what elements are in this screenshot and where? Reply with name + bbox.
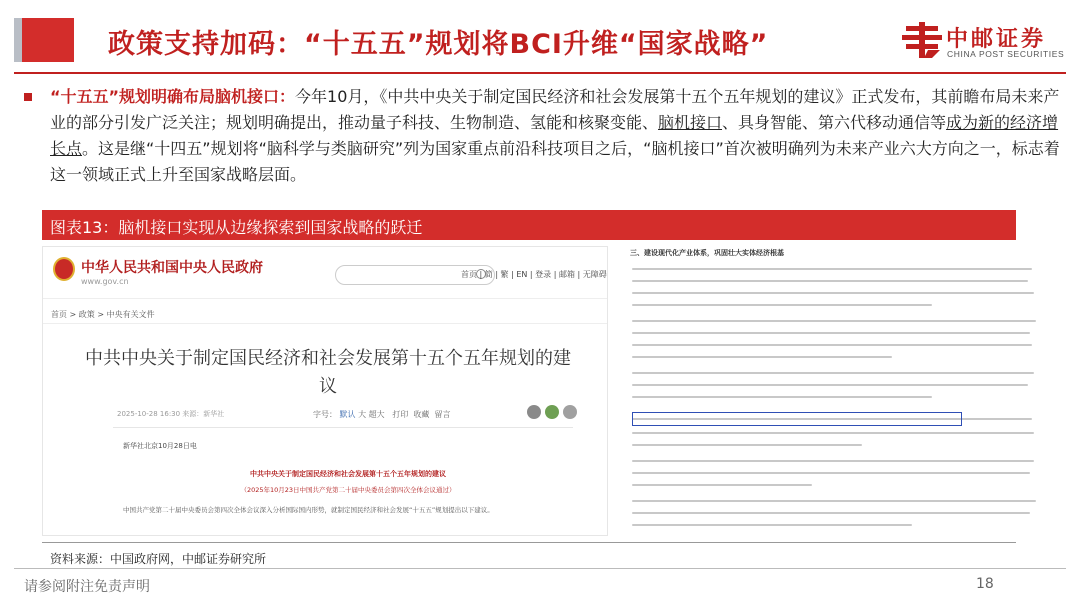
document-divider	[113, 427, 573, 428]
text-line	[632, 332, 1030, 334]
disclaimer-note: 请参阅附注免责声明	[24, 579, 150, 595]
document-subtitle: 中共中央关于制定国民经济和社会发展第十五个五年规划的建议	[250, 470, 446, 478]
text-line	[632, 292, 1034, 294]
gov-site-url: www.gov.cn	[81, 277, 129, 286]
body-paragraph	[50, 84, 1060, 188]
paragraph-text-1: 今年10月，《中共中央关于制定国民经济和社会发展第十五个五年规划的建议》正式发布，其前瞻布局未来产业的部分引发广泛关注；规划明确提出，推动量子科技、生物制造、氢能和核聚变能、	[50, 87, 1060, 132]
bci-highlight-box	[632, 412, 962, 426]
text-line	[632, 500, 1036, 502]
company-logo	[902, 20, 1072, 64]
gov-site-nav: 首页 | 简 | 繁 | EN | 登录 | 邮箱 | 无障碍	[461, 270, 607, 279]
policy-text-screenshot	[620, 244, 1048, 536]
weibo-icon	[527, 405, 541, 419]
growth-underlined-text: 成为新的经济增长点	[50, 113, 1059, 158]
document-body-line: 中国共产党第二十届中央委员会第四次全体会议深入分析国际国内形势，就制定国民经济和社会发展“十五五”规划提出以下建议。	[123, 506, 494, 514]
breadcrumb: 首页 > 政策 > 中央有关文件	[51, 310, 155, 319]
policy-section-heading: 三、建设现代化产业体系，巩固壮大实体经济根基	[630, 249, 784, 257]
china-post-logo-icon	[902, 22, 942, 58]
font-size-default: 默认	[339, 410, 356, 419]
national-emblem-icon	[53, 257, 75, 281]
text-line	[632, 524, 912, 526]
text-line	[632, 512, 1030, 514]
text-line	[632, 472, 1030, 474]
logo-chinese-name: 中邮证券	[946, 27, 1047, 52]
figure-caption-bar	[42, 210, 1016, 240]
bci-underlined-text: 脑机接口	[658, 113, 723, 132]
gov-site-name: 中华人民共和国中央人民政府	[81, 260, 263, 276]
text-line	[632, 344, 1032, 346]
document-adoption-date: （2025年10月23日中国共产党第二十届中央委员会第四次全体会议通过）	[240, 486, 456, 494]
title-divider	[14, 72, 1066, 74]
document-meta: 2025-10-28 16:30 来源：新华社	[117, 410, 225, 418]
text-line	[632, 372, 1034, 374]
breadcrumb-divider	[43, 323, 607, 324]
paragraph-lead: “十五五”规划明确布局脑机接口：	[50, 87, 296, 106]
figure-caption: 图表13：脑机接口实现从边缘探索到国家战略的跃迁	[50, 218, 423, 237]
document-tools	[313, 409, 450, 420]
text-line	[632, 356, 892, 358]
print-label: 打印	[392, 410, 409, 419]
gov-website-screenshot	[42, 246, 608, 536]
font-size-xlarge: 超大	[368, 410, 385, 419]
text-line	[632, 384, 1028, 386]
bullet-square-icon	[24, 93, 32, 101]
source-note: 资料来源：中国政府网，中邮证券研究所	[50, 552, 267, 566]
gov-site-header	[43, 247, 607, 299]
text-line	[632, 304, 932, 306]
text-line	[632, 280, 1028, 282]
text-line	[632, 320, 1036, 322]
text-line	[632, 460, 1034, 462]
favorite-label: 收藏	[413, 410, 430, 419]
paragraph-text-2: 、具身智能、第六代移动通信等	[722, 113, 947, 132]
share-icon	[563, 405, 577, 419]
wechat-icon	[545, 405, 559, 419]
page-title: 政策支持加码：“十五五”规划将BCI升维“国家战略”	[108, 29, 769, 60]
logo-english-name: CHINA POST SECURITIES	[947, 49, 1065, 59]
document-title: 中共中央关于制定国民经济和社会发展第十五个五年规划的建议	[85, 348, 571, 397]
document-source-line: 新华社北京10月28日电	[123, 442, 197, 450]
page-number: 18	[976, 576, 994, 592]
font-size-large: 大	[358, 410, 367, 419]
retain-label: 留言	[434, 410, 451, 419]
text-line	[632, 268, 1032, 270]
source-divider	[42, 542, 1016, 543]
text-line	[632, 396, 932, 398]
paragraph-text-3: 。这是继“十四五”规划将“脑科学与类脑研究”列为国家重点前沿科技项目之后，“脑机接口”首次被明确列为未来产业六大方向之一，标志着这一领域正式上升至国家战略层面。	[50, 139, 1060, 184]
text-line	[632, 444, 862, 446]
text-line	[632, 432, 1034, 434]
footer-divider	[14, 568, 1066, 569]
text-line	[632, 484, 812, 486]
title-accent-red-block	[22, 18, 74, 62]
title-accent-gray-block	[14, 18, 22, 62]
font-size-label: 字号：	[313, 410, 337, 419]
